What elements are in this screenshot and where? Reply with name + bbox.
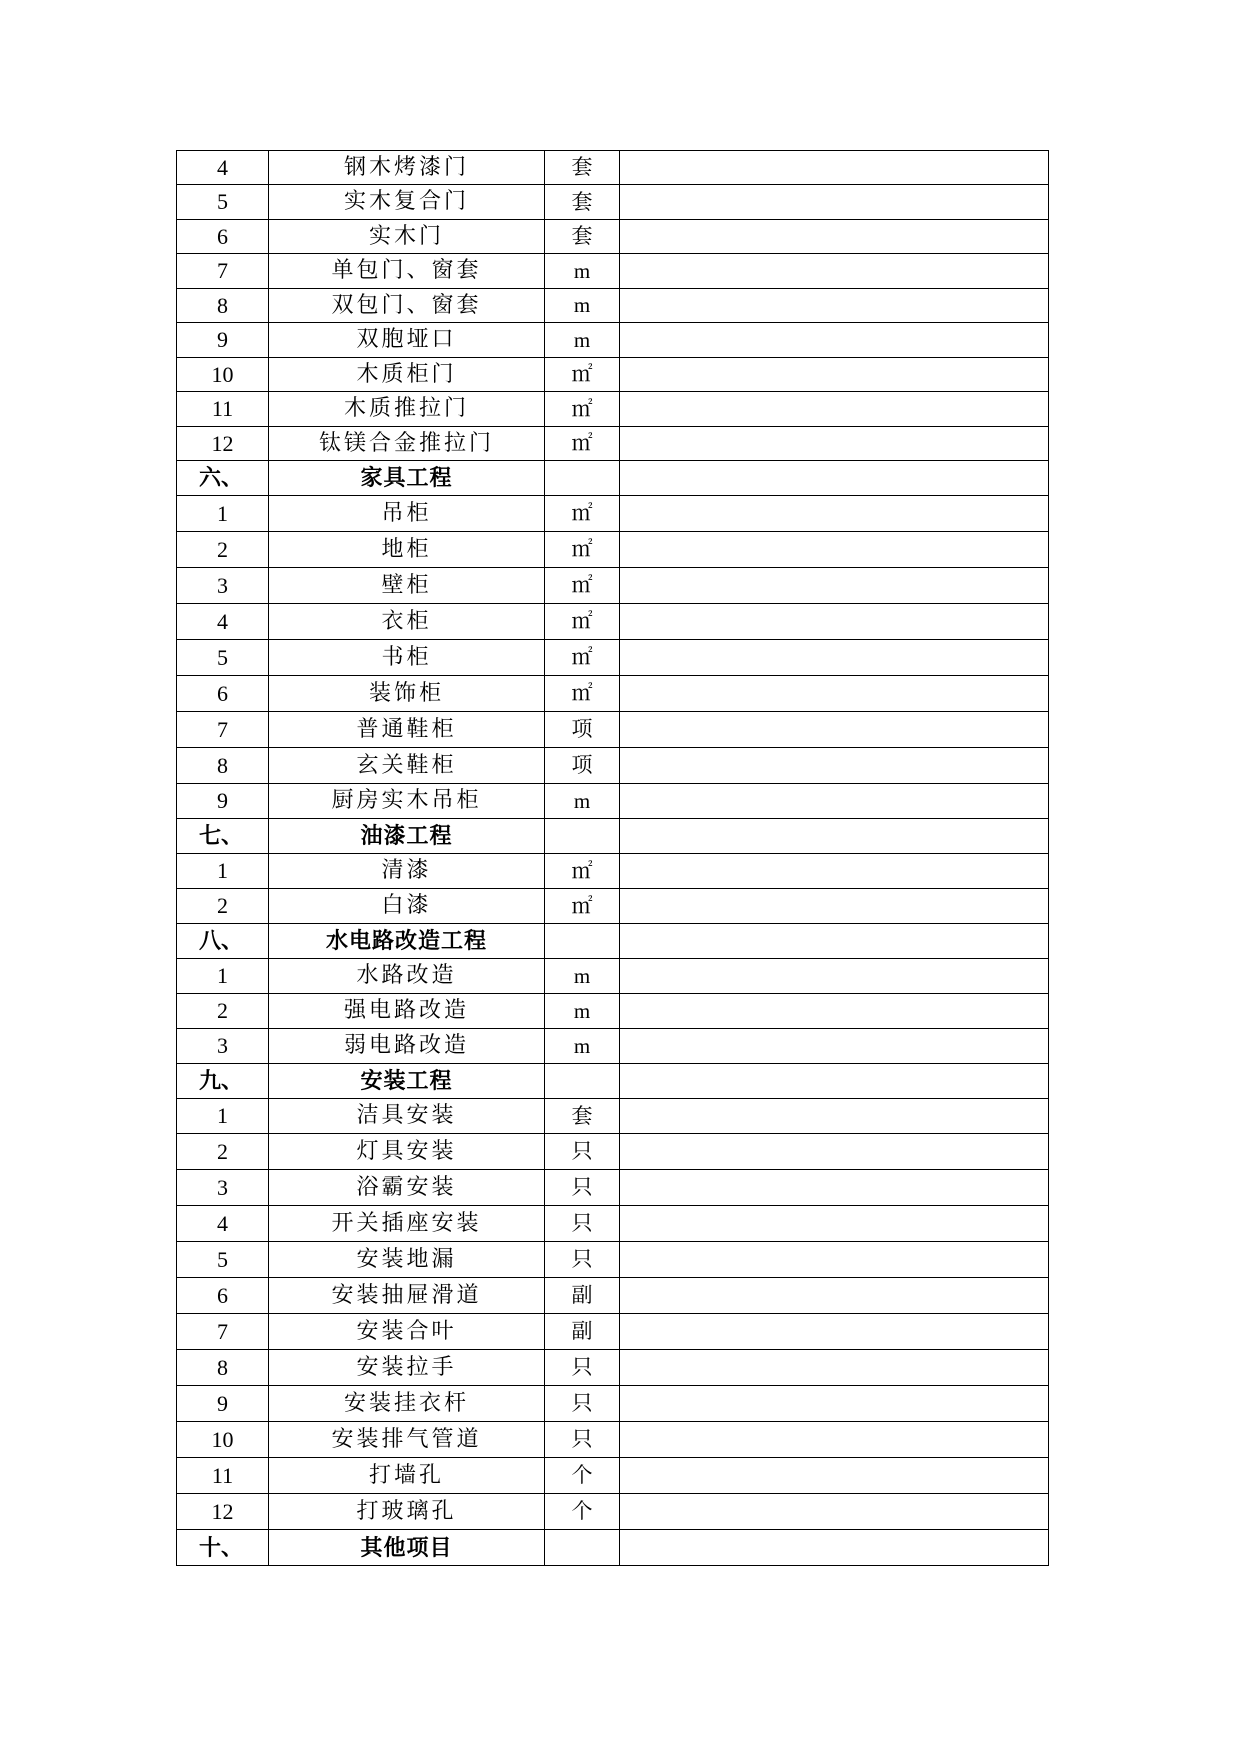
table-row (177, 1134, 1049, 1170)
row-name: 油漆工程 (269, 819, 545, 854)
table-row (177, 994, 1049, 1029)
table-row (177, 1099, 1049, 1134)
row-index: 七、 (177, 819, 269, 854)
row-remark (620, 1422, 1049, 1458)
row-name: 安装拉手 (269, 1350, 545, 1386)
row-remark (620, 640, 1049, 676)
row-remark (620, 1170, 1049, 1206)
row-unit: 副 (545, 1278, 620, 1314)
table-row (177, 1029, 1049, 1064)
row-name: 水路改造 (269, 959, 545, 994)
row-index: 3 (177, 1170, 269, 1206)
table-row (177, 1422, 1049, 1458)
row-name: 强电路改造 (269, 994, 545, 1029)
row-index: 1 (177, 959, 269, 994)
row-unit: m (545, 289, 620, 323)
row-remark (620, 1530, 1049, 1566)
row-unit: m (545, 959, 620, 994)
table-row (177, 1350, 1049, 1386)
row-index: 12 (177, 427, 269, 461)
table-row (177, 712, 1049, 748)
row-name: 衣柜 (269, 604, 545, 640)
row-unit: ㎡ (545, 604, 620, 640)
table-row (177, 1386, 1049, 1422)
table-row (177, 254, 1049, 289)
row-name: 装饰柜 (269, 676, 545, 712)
row-unit: m (545, 1029, 620, 1064)
table-row (177, 784, 1049, 819)
row-index: 7 (177, 1314, 269, 1350)
row-unit: ㎡ (545, 427, 620, 461)
table-row (177, 358, 1049, 392)
row-index: 2 (177, 889, 269, 924)
row-unit: 套 (545, 220, 620, 254)
row-name: 壁柜 (269, 568, 545, 604)
row-remark (620, 496, 1049, 532)
row-index: 11 (177, 1458, 269, 1494)
row-name: 家具工程 (269, 461, 545, 496)
row-remark (620, 151, 1049, 185)
row-unit (545, 1530, 620, 1566)
row-index: 7 (177, 712, 269, 748)
row-name: 钛镁合金推拉门 (269, 427, 545, 461)
row-name: 打玻璃孔 (269, 1494, 545, 1530)
row-name: 实木复合门 (269, 185, 545, 220)
row-index: 六、 (177, 461, 269, 496)
row-remark (620, 254, 1049, 289)
row-index: 10 (177, 1422, 269, 1458)
row-remark (620, 1206, 1049, 1242)
row-unit (545, 924, 620, 959)
row-name: 灯具安装 (269, 1134, 545, 1170)
row-index: 10 (177, 358, 269, 392)
section-row (177, 1530, 1049, 1566)
row-name: 安装挂衣杆 (269, 1386, 545, 1422)
row-index: 八、 (177, 924, 269, 959)
row-unit: 套 (545, 151, 620, 185)
row-index: 1 (177, 854, 269, 889)
row-name: 安装地漏 (269, 1242, 545, 1278)
row-name: 弱电路改造 (269, 1029, 545, 1064)
table-row (177, 748, 1049, 784)
row-remark (620, 532, 1049, 568)
row-name: 单包门、窗套 (269, 254, 545, 289)
row-name: 安装排气管道 (269, 1422, 545, 1458)
row-unit: 只 (545, 1350, 620, 1386)
row-unit: 只 (545, 1242, 620, 1278)
table-row (177, 1314, 1049, 1350)
row-remark (620, 185, 1049, 220)
row-remark (620, 1134, 1049, 1170)
row-remark (620, 461, 1049, 496)
table-row (177, 1278, 1049, 1314)
row-remark (620, 392, 1049, 427)
row-name: 普通鞋柜 (269, 712, 545, 748)
table-row (177, 640, 1049, 676)
row-remark (620, 1242, 1049, 1278)
table-row (177, 1206, 1049, 1242)
row-name: 实木门 (269, 220, 545, 254)
row-unit: 个 (545, 1494, 620, 1530)
row-unit (545, 1064, 620, 1099)
row-unit: 项 (545, 712, 620, 748)
table-row (177, 676, 1049, 712)
row-index: 8 (177, 1350, 269, 1386)
row-name: 地柜 (269, 532, 545, 568)
row-index: 1 (177, 496, 269, 532)
row-index: 4 (177, 1206, 269, 1242)
row-unit (545, 819, 620, 854)
row-unit: 只 (545, 1170, 620, 1206)
table-row (177, 323, 1049, 358)
table-row (177, 889, 1049, 924)
table-row (177, 496, 1049, 532)
row-unit: m (545, 323, 620, 358)
row-name: 浴霸安装 (269, 1170, 545, 1206)
row-remark (620, 889, 1049, 924)
row-remark (620, 959, 1049, 994)
row-remark (620, 676, 1049, 712)
row-unit: 套 (545, 185, 620, 220)
table-row (177, 151, 1049, 185)
row-index: 九、 (177, 1064, 269, 1099)
row-remark (620, 1099, 1049, 1134)
row-unit: ㎡ (545, 854, 620, 889)
row-unit: 套 (545, 1099, 620, 1134)
price-table-container (176, 150, 1048, 1566)
row-index: 3 (177, 1029, 269, 1064)
row-index: 12 (177, 1494, 269, 1530)
row-remark (620, 604, 1049, 640)
row-remark (620, 924, 1049, 959)
row-name: 打墙孔 (269, 1458, 545, 1494)
row-index: 6 (177, 220, 269, 254)
row-index: 2 (177, 994, 269, 1029)
row-unit: ㎡ (545, 496, 620, 532)
table-row (177, 392, 1049, 427)
row-index: 7 (177, 254, 269, 289)
row-name: 安装合叶 (269, 1314, 545, 1350)
row-remark (620, 358, 1049, 392)
row-remark (620, 748, 1049, 784)
row-name: 水电路改造工程 (269, 924, 545, 959)
price-table-body (177, 151, 1049, 1566)
row-index: 9 (177, 784, 269, 819)
row-unit: 只 (545, 1206, 620, 1242)
row-name: 木质柜门 (269, 358, 545, 392)
table-row (177, 959, 1049, 994)
table-row (177, 1458, 1049, 1494)
table-row (177, 427, 1049, 461)
row-unit: ㎡ (545, 532, 620, 568)
row-remark (620, 1064, 1049, 1099)
table-row (177, 1170, 1049, 1206)
section-row (177, 461, 1049, 496)
row-name: 书柜 (269, 640, 545, 676)
row-unit: ㎡ (545, 358, 620, 392)
row-index: 6 (177, 676, 269, 712)
row-name: 安装工程 (269, 1064, 545, 1099)
row-index: 9 (177, 1386, 269, 1422)
row-unit: ㎡ (545, 392, 620, 427)
row-unit: 只 (545, 1386, 620, 1422)
row-index: 6 (177, 1278, 269, 1314)
section-row (177, 924, 1049, 959)
row-remark (620, 1494, 1049, 1530)
row-unit: m (545, 784, 620, 819)
table-row (177, 1242, 1049, 1278)
row-unit (545, 461, 620, 496)
row-name: 开关插座安装 (269, 1206, 545, 1242)
row-remark (620, 1278, 1049, 1314)
row-remark (620, 1386, 1049, 1422)
row-unit: 个 (545, 1458, 620, 1494)
row-remark (620, 712, 1049, 748)
row-remark (620, 784, 1049, 819)
row-remark (620, 568, 1049, 604)
row-remark (620, 427, 1049, 461)
row-unit: m (545, 994, 620, 1029)
table-row (177, 185, 1049, 220)
row-unit: 只 (545, 1134, 620, 1170)
row-index: 十、 (177, 1530, 269, 1566)
table-row (177, 220, 1049, 254)
row-unit: 项 (545, 748, 620, 784)
row-index: 8 (177, 289, 269, 323)
row-name: 白漆 (269, 889, 545, 924)
table-row (177, 532, 1049, 568)
table-row (177, 854, 1049, 889)
row-index: 5 (177, 185, 269, 220)
row-unit: ㎡ (545, 640, 620, 676)
row-unit: m (545, 254, 620, 289)
row-name: 玄关鞋柜 (269, 748, 545, 784)
row-unit: ㎡ (545, 568, 620, 604)
row-index: 9 (177, 323, 269, 358)
row-remark (620, 323, 1049, 358)
row-remark (620, 289, 1049, 323)
row-remark (620, 854, 1049, 889)
row-name: 木质推拉门 (269, 392, 545, 427)
row-unit: ㎡ (545, 889, 620, 924)
row-index: 1 (177, 1099, 269, 1134)
section-row (177, 819, 1049, 854)
row-unit: ㎡ (545, 676, 620, 712)
row-name: 清漆 (269, 854, 545, 889)
row-unit: 只 (545, 1422, 620, 1458)
row-index: 8 (177, 748, 269, 784)
row-index: 5 (177, 1242, 269, 1278)
row-remark (620, 1314, 1049, 1350)
table-row (177, 604, 1049, 640)
row-index: 2 (177, 532, 269, 568)
table-row (177, 289, 1049, 323)
row-index: 11 (177, 392, 269, 427)
row-remark (620, 1458, 1049, 1494)
table-row (177, 568, 1049, 604)
row-remark (620, 819, 1049, 854)
row-remark (620, 1029, 1049, 1064)
table-row (177, 1494, 1049, 1530)
row-name: 吊柜 (269, 496, 545, 532)
row-name: 双包门、窗套 (269, 289, 545, 323)
price-table (176, 150, 1049, 1566)
row-unit: 副 (545, 1314, 620, 1350)
row-index: 5 (177, 640, 269, 676)
row-remark (620, 994, 1049, 1029)
row-name: 安装抽屉滑道 (269, 1278, 545, 1314)
row-name: 洁具安装 (269, 1099, 545, 1134)
row-name: 厨房实木吊柜 (269, 784, 545, 819)
row-name: 双胞垭口 (269, 323, 545, 358)
row-remark (620, 1350, 1049, 1386)
row-remark (620, 220, 1049, 254)
row-name: 其他项目 (269, 1530, 545, 1566)
row-name: 钢木烤漆门 (269, 151, 545, 185)
row-index: 4 (177, 604, 269, 640)
row-index: 4 (177, 151, 269, 185)
section-row (177, 1064, 1049, 1099)
row-index: 3 (177, 568, 269, 604)
row-index: 2 (177, 1134, 269, 1170)
